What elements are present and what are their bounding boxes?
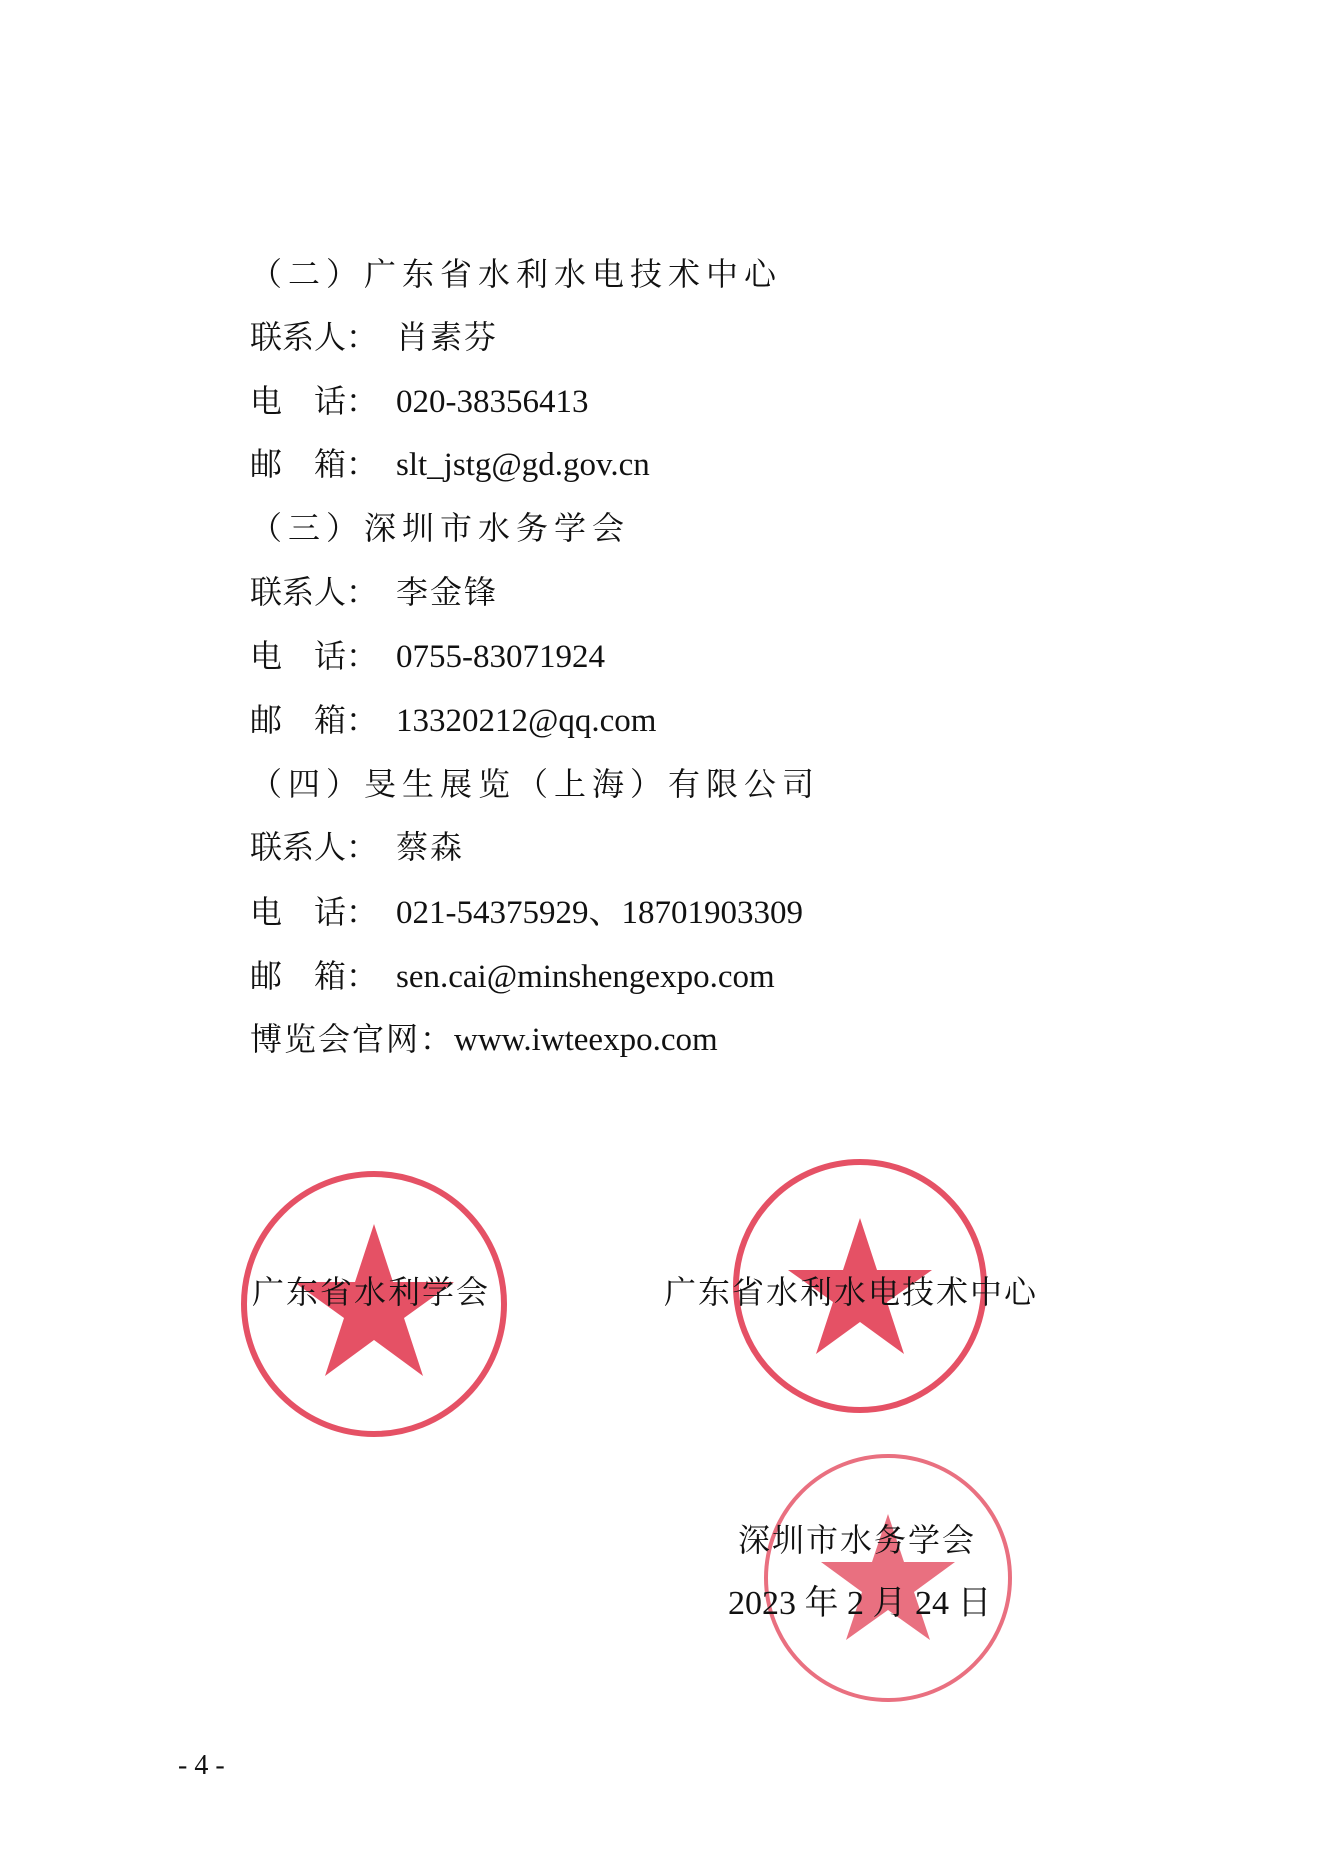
label: 联系人： bbox=[250, 573, 379, 611]
label: 电 话： bbox=[250, 637, 379, 675]
signature-org3: 深圳市水务学会 bbox=[738, 1521, 977, 1559]
section-heading: （二）广东省水利水电技术中心 bbox=[250, 255, 783, 293]
label: 电 话： bbox=[250, 893, 379, 931]
email: 13320212@qq.com bbox=[396, 703, 657, 739]
contact-row bbox=[250, 827, 464, 867]
signature-date: 2023 年 2 月 24 日 bbox=[728, 1585, 992, 1622]
email-row bbox=[250, 956, 775, 997]
seal-shenzhen-water-society bbox=[760, 1450, 1016, 1706]
phone-row bbox=[250, 636, 605, 677]
label: 邮 箱： bbox=[250, 445, 379, 483]
signature-org1: 广东省水利学会 bbox=[252, 1273, 491, 1311]
label: 博览会官网： bbox=[250, 1020, 455, 1058]
signature-org2: 广东省水利水电技术中心 bbox=[664, 1273, 1039, 1311]
contact-name: 肖素芬 bbox=[396, 318, 499, 356]
contact-row bbox=[250, 317, 498, 357]
page-number: - 4 - bbox=[178, 1750, 225, 1781]
contact-name: 蔡森 bbox=[396, 828, 465, 866]
contact-name: 李金锋 bbox=[396, 573, 499, 611]
email-row bbox=[250, 444, 650, 485]
section-heading: （四）旻生展览（上海）有限公司 bbox=[250, 765, 821, 803]
label: 电 话： bbox=[250, 382, 379, 420]
phone-row bbox=[250, 892, 803, 933]
phone: 021-54375929、18701903309 bbox=[396, 895, 803, 931]
contact-row bbox=[250, 572, 498, 612]
website-row bbox=[250, 1019, 718, 1060]
label: 邮 箱： bbox=[250, 957, 379, 995]
phone: 0755-83071924 bbox=[396, 639, 605, 675]
phone: 020-38356413 bbox=[396, 384, 589, 420]
section-heading: （三）深圳市水务学会 bbox=[250, 509, 631, 547]
label: 联系人： bbox=[250, 828, 379, 866]
website-link[interactable]: www.iwteexpo.com bbox=[454, 1022, 718, 1058]
email: slt_jstg@gd.gov.cn bbox=[396, 447, 650, 483]
label: 邮 箱： bbox=[250, 701, 379, 739]
email: sen.cai@minshengexpo.com bbox=[396, 959, 775, 995]
label: 联系人： bbox=[250, 318, 379, 356]
phone-row bbox=[250, 381, 589, 422]
email-row bbox=[250, 700, 656, 741]
